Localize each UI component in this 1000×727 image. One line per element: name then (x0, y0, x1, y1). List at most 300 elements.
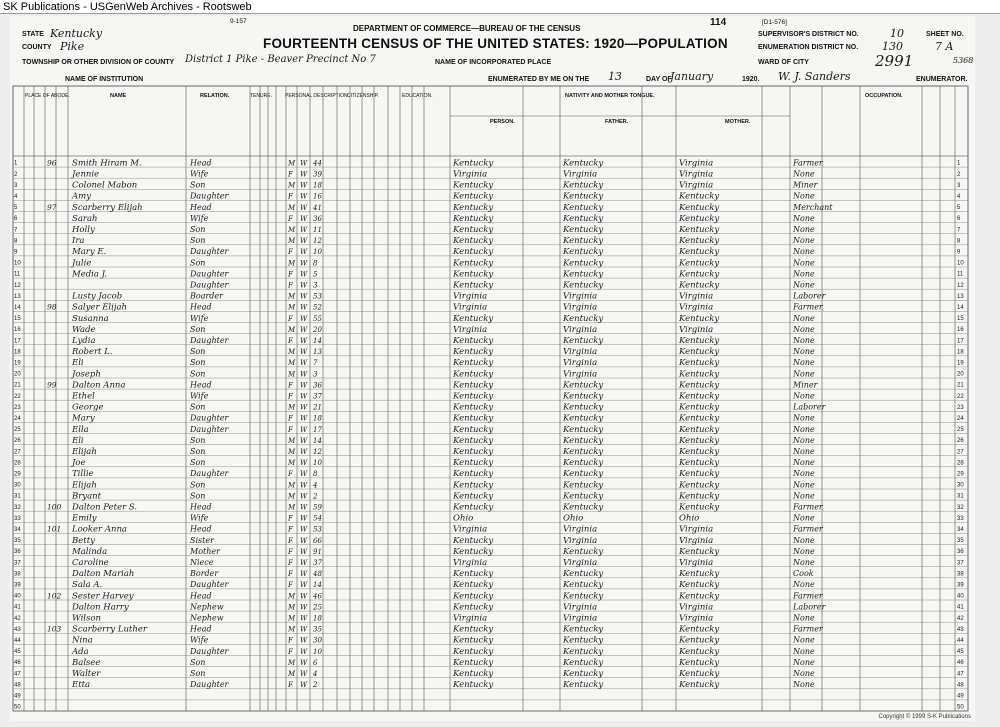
mother-birthplace: Kentucky (679, 391, 720, 402)
person-name: Etta (72, 680, 91, 691)
sheet-label: SHEET NO. (926, 31, 964, 38)
birthplace: Virginia (453, 169, 488, 180)
occupation: Cook (793, 569, 814, 579)
age: 8 (313, 470, 318, 479)
sex: F (288, 514, 293, 523)
occupation: Miner (793, 380, 818, 390)
race: W (300, 425, 308, 434)
occupation: None (793, 447, 815, 457)
father-birthplace: Kentucky (563, 591, 604, 602)
person-name: Bryant (72, 491, 102, 502)
age: 2 (313, 492, 318, 501)
sub-header-person: PERSON. (490, 119, 515, 125)
age: 5 (313, 270, 318, 279)
sex: F (288, 337, 293, 346)
person-name: Wilson (72, 613, 101, 624)
father-birthplace: Kentucky (563, 191, 604, 202)
father-birthplace: Kentucky (563, 180, 604, 191)
person-name: Smith Hiram M. (72, 158, 142, 169)
father-birthplace: Kentucky (563, 158, 604, 169)
birthplace: Kentucky (453, 358, 494, 369)
col-group-citizenship: CITIZENSHIP. (347, 93, 379, 99)
mother-birthplace: Kentucky (679, 225, 720, 236)
mother-birthplace: Kentucky (679, 569, 720, 580)
row-number-right: 26 (957, 438, 964, 445)
father-birthplace: Kentucky (563, 469, 604, 480)
relation: Nephew (190, 613, 224, 623)
mother-birthplace: Kentucky (679, 424, 720, 435)
birthplace: Kentucky (453, 213, 494, 224)
relation: Son (190, 657, 206, 667)
person-name: Elijah (72, 447, 97, 458)
site-title-bar: SK Publications - USGenWeb Archives - Rootsweb (0, 0, 1000, 14)
enumerator-label: ENUMERATOR. (916, 76, 968, 83)
father-birthplace: Kentucky (563, 680, 604, 691)
person-name: Media J. (72, 269, 108, 280)
father-birthplace: Kentucky (563, 580, 604, 591)
row-number-left: 15 (14, 316, 21, 323)
relation: Son (190, 358, 206, 368)
birthplace: Kentucky (453, 458, 494, 469)
person-name: Dalton Peter S. (72, 502, 138, 513)
relation: Daughter (190, 336, 229, 346)
sex: F (288, 525, 293, 534)
person-name: Caroline (72, 558, 109, 569)
race: W (300, 303, 308, 312)
age: 12 (313, 448, 322, 457)
row-number-left: 47 (14, 671, 21, 678)
row-number-left: 24 (14, 415, 21, 422)
row-number-right: 24 (957, 415, 964, 422)
form-number: 9-157 (230, 18, 247, 25)
birthplace: Kentucky (453, 191, 494, 202)
sex: M (288, 625, 296, 634)
birthplace: Kentucky (453, 480, 494, 491)
mother-birthplace: Virginia (679, 324, 714, 335)
occupation: None (793, 680, 815, 690)
row-number-left: 27 (14, 449, 21, 456)
birthplace: Virginia (453, 324, 488, 335)
row-number-left: 20 (14, 371, 21, 378)
sub-header-father: FATHER. (605, 119, 629, 125)
age: 8 (313, 259, 318, 268)
sex: M (288, 603, 296, 612)
dwelling-number: 97 (47, 202, 57, 212)
institution-label: NAME OF INSTITUTION (65, 76, 144, 83)
sex: M (288, 503, 296, 512)
person-name: George (72, 402, 104, 413)
relation: Border (190, 569, 219, 579)
person-name: Amy (72, 191, 92, 202)
age: 53 (313, 292, 322, 301)
race: W (300, 448, 308, 457)
sex: M (288, 370, 296, 379)
occupation: None (793, 458, 815, 468)
relation: Son (190, 435, 206, 445)
col-group-name: NAME (110, 93, 127, 99)
person-name: Eli (72, 435, 84, 446)
person-name: Dalton Harry (72, 602, 129, 613)
age: 13 (313, 348, 322, 357)
father-birthplace: Virginia (563, 369, 598, 380)
father-birthplace: Kentucky (563, 435, 604, 446)
occupation: None (793, 469, 815, 479)
occupation: None (793, 313, 815, 323)
census-paper (10, 16, 975, 721)
father-birthplace: Virginia (563, 291, 598, 302)
col-group-tenure: TENURE. (250, 93, 272, 99)
father-birthplace: Kentucky (563, 502, 604, 513)
relation: Niece (190, 558, 214, 568)
father-birthplace: Kentucky (563, 480, 604, 491)
row-number-left: 23 (14, 404, 21, 411)
mother-birthplace: Kentucky (679, 258, 720, 269)
row-number-right: 18 (957, 349, 964, 356)
margin-note: 5368 (953, 56, 974, 65)
mother-birthplace: Kentucky (679, 313, 720, 324)
row-number-right: 25 (957, 427, 964, 434)
row-number-right: 28 (957, 460, 964, 467)
birthplace: Kentucky (453, 247, 494, 258)
occupation: None (793, 635, 815, 645)
sex: M (288, 359, 296, 368)
mother-birthplace: Virginia (679, 613, 714, 624)
occupation: None (793, 191, 815, 201)
row-number-right: 17 (957, 338, 964, 345)
father-birthplace: Kentucky (563, 447, 604, 458)
occupation: None (793, 424, 815, 434)
mother-birthplace: Kentucky (679, 624, 720, 635)
mother-birthplace: Kentucky (679, 502, 720, 513)
father-birthplace: Ohio (563, 513, 584, 524)
mother-birthplace: Virginia (679, 302, 714, 313)
age: 6 (313, 658, 318, 667)
row-number-right: 50 (957, 704, 964, 711)
sex: M (288, 459, 296, 468)
birthplace: Virginia (453, 524, 488, 535)
relation: Son (190, 369, 206, 379)
occupation: Farmer (793, 591, 823, 601)
relation: Son (190, 491, 206, 501)
birthplace: Kentucky (453, 369, 494, 380)
row-number-right: 40 (957, 593, 964, 600)
birthplace: Kentucky (453, 413, 494, 424)
age: 16 (313, 192, 322, 201)
mother-birthplace: Kentucky (679, 413, 720, 424)
mother-birthplace: Kentucky (679, 657, 720, 668)
father-birthplace: Kentucky (563, 280, 604, 291)
row-number-right: 16 (957, 327, 964, 334)
enumeration-district-label: ENUMERATION DISTRICT NO. (758, 44, 859, 51)
relation: Boarder (190, 291, 223, 301)
mother-birthplace: Virginia (679, 602, 714, 613)
race: W (300, 292, 308, 301)
township-value: District 1 Pike - Beaver Precinct No 7 (185, 54, 376, 65)
row-number-left: 45 (14, 649, 21, 656)
occupation: None (793, 491, 815, 501)
father-birthplace: Kentucky (563, 269, 604, 280)
row-number-left: 4 (14, 193, 18, 200)
person-name: Mary (72, 413, 95, 424)
age: 46 (313, 592, 322, 601)
col-group-nativity: NATIVITY AND MOTHER TONGUE. (565, 93, 655, 99)
person-name: Joseph (72, 369, 101, 380)
birthplace: Kentucky (453, 535, 494, 546)
father-birthplace: Kentucky (563, 491, 604, 502)
age: 44 (313, 159, 322, 168)
person-name: Robert L. (72, 347, 113, 358)
age: 35 (313, 625, 322, 634)
row-number-left: 16 (14, 327, 21, 334)
row-number-left: 22 (14, 393, 21, 400)
census-sheet-image (0, 14, 1000, 727)
row-number-left: 26 (14, 438, 21, 445)
father-birthplace: Kentucky (563, 635, 604, 646)
person-name: Eli (72, 358, 84, 369)
person-name: Tillie (72, 469, 94, 480)
birthplace: Kentucky (453, 447, 494, 458)
sex: M (288, 403, 296, 412)
sex: F (288, 636, 293, 645)
occupation: Farmer (793, 158, 823, 168)
copyright-notice: Copyright © 1999 S-K Publications (878, 714, 971, 720)
county-value: Pike (60, 40, 85, 53)
department-heading: DEPARTMENT OF COMMERCE—BUREAU OF THE CENSUS (353, 24, 581, 33)
occupation: None (793, 413, 815, 423)
father-birthplace: Kentucky (563, 202, 604, 213)
age: 55 (313, 314, 322, 323)
row-number-right: 41 (957, 604, 964, 611)
race: W (300, 636, 308, 645)
col-group-occupation: OCCUPATION. (865, 93, 903, 99)
row-number-right: 10 (957, 260, 964, 267)
person-name: Sala A. (72, 580, 103, 591)
father-birthplace: Kentucky (563, 402, 604, 413)
age: 48 (313, 570, 322, 579)
relation: Wife (190, 391, 209, 401)
sex: F (288, 170, 293, 179)
birthplace: Kentucky (453, 491, 494, 502)
relation: Sister (190, 535, 214, 545)
mother-birthplace: Kentucky (679, 546, 720, 557)
birthplace: Kentucky (453, 669, 494, 680)
row-number-right: 3 (957, 182, 961, 189)
occupation: None (793, 225, 815, 235)
county-label: COUNTY (22, 44, 52, 51)
race: W (300, 459, 308, 468)
mother-birthplace: Kentucky (679, 347, 720, 358)
person-name: Mary E. (72, 247, 107, 258)
row-number-left: 1 (14, 160, 18, 167)
dwelling-number: 101 (47, 524, 62, 534)
sex: M (288, 658, 296, 667)
row-number-left: 29 (14, 471, 21, 478)
birthplace: Kentucky (453, 258, 494, 269)
age: 36 (313, 214, 322, 223)
race: W (300, 203, 308, 212)
row-number-right: 44 (957, 637, 964, 644)
race: W (300, 470, 308, 479)
sex: F (288, 581, 293, 590)
row-number-right: 9 (957, 249, 961, 256)
row-number-right: 48 (957, 682, 964, 689)
birthplace: Kentucky (453, 602, 494, 613)
father-birthplace: Virginia (563, 324, 598, 335)
row-number-right: 14 (957, 304, 964, 311)
race: W (300, 237, 308, 246)
relation: Daughter (190, 191, 229, 201)
occupation: None (793, 336, 815, 346)
father-birthplace: Virginia (563, 613, 598, 624)
age: 4 (313, 670, 318, 679)
occupation: Farmer (793, 502, 823, 512)
occupation: None (793, 435, 815, 445)
occupation: Farmer (793, 302, 823, 312)
occupation: None (793, 480, 815, 490)
birthplace: Kentucky (453, 569, 494, 580)
race: W (300, 503, 308, 512)
sex: M (288, 226, 296, 235)
col-group-relation: RELATION. (200, 93, 230, 99)
father-birthplace: Kentucky (563, 669, 604, 680)
birthplace: Kentucky (453, 202, 494, 213)
row-number-left: 35 (14, 538, 21, 545)
occupation: None (793, 236, 815, 246)
row-number-right: 31 (957, 493, 964, 500)
sex: M (288, 481, 296, 490)
row-number-left: 2 (14, 171, 18, 178)
relation: Daughter (190, 247, 229, 257)
row-number-left: 41 (14, 604, 21, 611)
race: W (300, 359, 308, 368)
row-number-right: 8 (957, 238, 961, 245)
race: W (300, 647, 308, 656)
person-name: Balsee (72, 657, 101, 668)
birthplace: Kentucky (453, 347, 494, 358)
birthplace: Virginia (453, 613, 488, 624)
ward-value: 2991 (875, 52, 914, 70)
age: 10 (313, 647, 322, 656)
age: 2 (313, 681, 318, 690)
race: W (300, 570, 308, 579)
row-number-left: 31 (14, 493, 21, 500)
age: 36 (313, 381, 322, 390)
supervisor-district-value: 10 (890, 27, 904, 40)
relation: Son (190, 180, 206, 190)
father-birthplace: Kentucky (563, 624, 604, 635)
person-name: Holly (72, 225, 95, 236)
sex: M (288, 436, 296, 445)
relation: Head (190, 524, 212, 534)
dwelling-number: 103 (47, 624, 62, 634)
enumerated-label: ENUMERATED BY ME ON THE (488, 76, 590, 83)
mother-birthplace: Virginia (679, 524, 714, 535)
mother-birthplace: Kentucky (679, 491, 720, 502)
relation: Head (190, 380, 212, 390)
row-number-right: 38 (957, 571, 964, 578)
race: W (300, 348, 308, 357)
person-name: Dalton Mariah (72, 569, 135, 580)
row-number-left: 6 (14, 216, 18, 223)
row-number-left: 40 (14, 593, 21, 600)
occupation: None (793, 669, 815, 679)
occupation: None (793, 391, 815, 401)
occupation: Laborer (793, 291, 826, 301)
relation: Head (190, 158, 212, 168)
age: 11 (313, 226, 322, 235)
birthplace: Ohio (453, 513, 474, 524)
mother-birthplace: Virginia (679, 158, 714, 169)
father-birthplace: Virginia (563, 358, 598, 369)
row-number-left: 11 (14, 271, 21, 278)
relation: Wife (190, 635, 209, 645)
age: 54 (313, 514, 322, 523)
row-number-right: 4 (957, 193, 961, 200)
race: W (300, 681, 308, 690)
mother-birthplace: Kentucky (679, 358, 720, 369)
race: W (300, 170, 308, 179)
row-number-right: 45 (957, 649, 964, 656)
occupation: None (793, 258, 815, 268)
mother-birthplace: Kentucky (679, 447, 720, 458)
occupation: Merchant (793, 202, 833, 212)
relation: Son (190, 324, 206, 334)
relation: Son (190, 669, 206, 679)
row-number-left: 8 (14, 238, 18, 245)
row-number-right: 12 (957, 282, 964, 289)
mother-birthplace: Kentucky (679, 480, 720, 491)
mother-birthplace: Virginia (679, 291, 714, 302)
relation: Mother (190, 546, 220, 556)
age: 3 (313, 281, 318, 290)
father-birthplace: Virginia (563, 524, 598, 535)
occupation: Farmer (793, 524, 823, 534)
ward-label: WARD OF CITY (758, 59, 809, 66)
occupation: None (793, 358, 815, 368)
relation: Son (190, 480, 206, 490)
dwelling-number: 100 (47, 502, 62, 512)
mother-birthplace: Kentucky (679, 247, 720, 258)
row-number-left: 39 (14, 582, 21, 589)
row-number-left: 17 (14, 338, 21, 345)
enumerated-day: 13 (608, 70, 622, 83)
row-number-right: 20 (957, 371, 964, 378)
relation: Wife (190, 313, 209, 323)
race: W (300, 414, 308, 423)
occupation: None (793, 324, 815, 334)
birthplace: Kentucky (453, 180, 494, 191)
state-value: Kentucky (50, 27, 103, 40)
row-number-left: 32 (14, 504, 21, 511)
row-number-right: 36 (957, 549, 964, 556)
race: W (300, 370, 308, 379)
supervisor-district-label: SUPERVISOR'S DISTRICT NO. (758, 31, 859, 38)
age: 4 (313, 481, 318, 490)
relation: Nephew (190, 602, 224, 612)
mother-birthplace: Virginia (679, 169, 714, 180)
sex: F (288, 425, 293, 434)
father-birthplace: Kentucky (563, 413, 604, 424)
birthplace: Kentucky (453, 680, 494, 691)
father-birthplace: Kentucky (563, 336, 604, 347)
row-number-right: 13 (957, 293, 964, 300)
row-number-left: 13 (14, 293, 21, 300)
age: 3 (313, 370, 318, 379)
mother-birthplace: Kentucky (679, 580, 720, 591)
sex: F (288, 270, 293, 279)
row-number-left: 44 (14, 637, 21, 644)
race: W (300, 525, 308, 534)
